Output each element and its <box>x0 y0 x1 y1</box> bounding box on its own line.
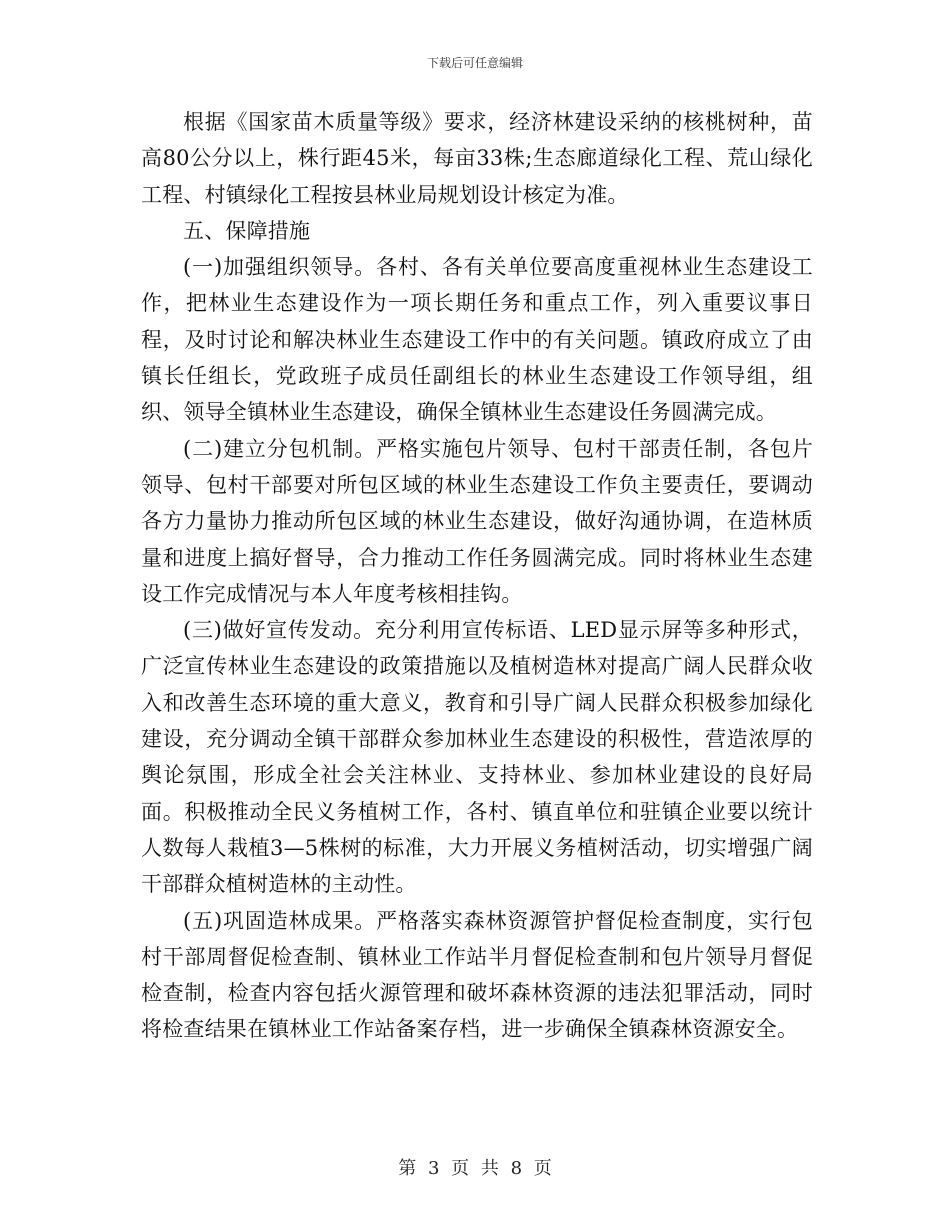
paragraph-responsibility: (二)建立分包机制。严格实施包片领导、包村干部责任制，各包片领导、包村干部要对所包区域的林业生态建设工作负主要责任，要调动各方力量协力推动所包区域的林业生态建设，做好沟通协调，在造林质量和进度上搞好督导，合力推动工作任务圆满完成。同时将林业生态建设工作完成情况与本人年度考核相挂钩。 <box>141 436 813 606</box>
page-number: 第 3 页 共 8 页 <box>398 1158 552 1179</box>
paragraph-publicity: (三)做好宣传发动。充分利用宣传标语、LED显示屏等多种形式，广泛宣传林业生态建设的政策措施以及植树造林对提高广阔人民群众收入和改善生态环境的重大意义，教育和引导广阔人民群众积极参加绿化建设，充分调动全镇干部群众参加林业生态建设的积极性，营造浓厚的舆论氛围，形成全社会关注林业、支持林业、参加林业建设的良好局面。积极推动全民义务植树工作，各村、镇直单位和驻镇企业要以统计人数每人栽植3—5株树的标准，大力开展义务植树活动，切实增强广阔干部群众植树造林的主动性。 <box>141 618 813 897</box>
paragraph-consolidation: (五)巩固造林成果。严格落实森林资源管护督促检查制度，实行包村干部周督促检查制、镇林业工作站半月督促检查制和包片领导月督促检查制，检查内容包括火源管理和破坏森林资源的违法犯罪活动，同时将检查结果在镇林业工作站备案存档，进一步确保全镇森林资源安全。 <box>141 908 813 1042</box>
header-note: 下载后可任意编辑 <box>426 56 523 70</box>
section-heading-safeguards: 五、保障措施 <box>183 218 311 243</box>
body-content <box>141 104 813 1048</box>
paragraph-standards: 根据《国家苗木质量等级》要求，经济林建设采纳的核桃树种，苗高80公分以上，株行距45米，每亩33株;生态廊道绿化工程、荒山绿化工程、村镇绿化工程按县林业局规划设计核定为准。 <box>141 110 813 207</box>
paragraph-leadership: (一)加强组织领导。各村、各有关单位要高度重视林业生态建设工作，把林业生态建设作为一项长期任务和重点工作，列入重要议事日程，及时讨论和解决林业生态建设工作中的有关问题。镇政府成立了由镇长任组长，党政班子成员任副组长的林业生态建设工作领导组，组织、领导全镇林业生态建设，确保全镇林业生态建设任务圆满完成。 <box>141 255 813 425</box>
